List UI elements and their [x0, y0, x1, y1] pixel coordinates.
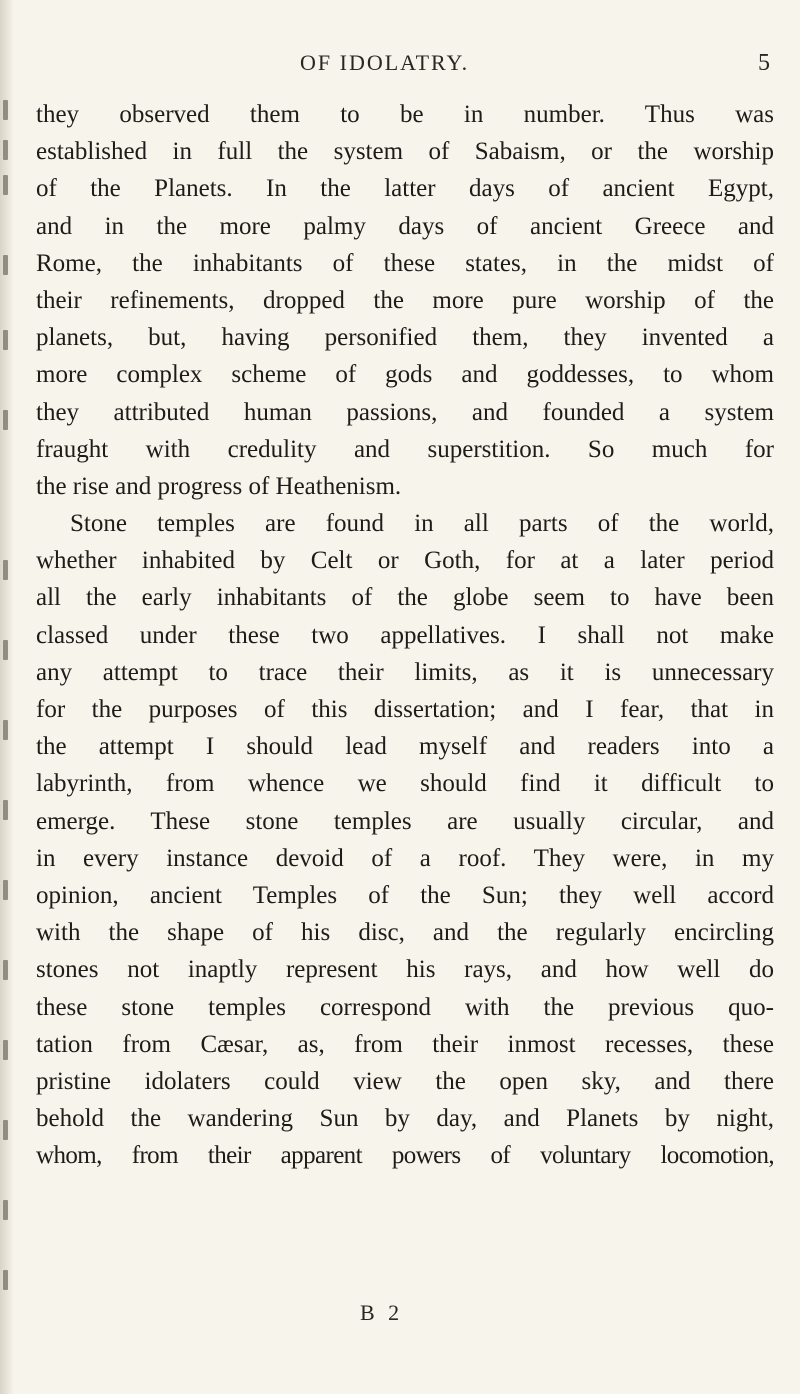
text-line: emerge. These stone temples are usually circular, and [36, 807, 774, 835]
gutter-mark [3, 410, 8, 430]
text-line: labyrinth, from whence we should find it difficult to [36, 770, 774, 798]
gutter-mark [3, 640, 8, 660]
text-line: the attempt I should lead myself and readers into a [36, 733, 774, 761]
text-line: pristine idolaters could view the open sky, and there [36, 1067, 774, 1095]
text-line: planets, but, having personified them, they invented a [36, 324, 774, 352]
text-line: with the shape of his disc, and the regularly encircling [36, 919, 774, 947]
text-line: tation from Cæsar, as, from their inmost recesses, these [36, 1030, 774, 1058]
text-line: they attributed human passions, and founded a system [36, 398, 774, 426]
text-line: stones not inaptly represent his rays, and how well do [36, 956, 774, 984]
running-head: OF IDOLATRY. [300, 50, 470, 75]
gutter-mark [3, 800, 8, 820]
gutter-mark [3, 100, 8, 120]
text-line: these stone temples correspond with the previous quo- [36, 993, 774, 1021]
body-text [36, 96, 774, 1174]
text-line: fraught with credulity and superstition. So much for [36, 435, 774, 463]
gutter-mark [3, 1120, 8, 1140]
text-line: in every instance devoid of a roof. They were, in my [36, 844, 774, 872]
binding-gutter [0, 0, 14, 1394]
text-line: of the Planets. In the latter days of ancient Egypt, [36, 175, 774, 203]
gutter-mark [3, 330, 8, 350]
text-line: behold the wandering Sun by day, and Planets by night, [36, 1105, 774, 1133]
text-line: for the purposes of this dissertation; and I fear, that in [36, 696, 774, 723]
text-line: more complex scheme of gods and goddesses, to whom [36, 361, 774, 389]
text-line: all the early inhabitants of the globe seem to have been [36, 584, 774, 612]
text-line: and in the more palmy days of ancient Greece and [36, 212, 774, 240]
gutter-mark [3, 255, 8, 275]
gutter-mark [3, 880, 8, 900]
text-line-paragraph-end: the rise and progress of Heathenism. [36, 472, 402, 500]
text-line: opinion, ancient Temples of the Sun; they well accord [36, 881, 774, 909]
text-line: classed under these two appellatives. I shall not make [36, 621, 774, 649]
gutter-mark [3, 1200, 8, 1220]
text-line-paragraph-start: Stone temples are found in all parts of the world, [70, 510, 774, 538]
text-line: their refinements, dropped the more pure worship of the [36, 286, 774, 314]
page-number: 5 [758, 50, 770, 76]
gutter-mark [3, 720, 8, 740]
text-line: whether inhabited by Celt or Goth, for at a later period [36, 547, 774, 575]
gutter-mark [3, 1040, 8, 1060]
gutter-mark [3, 140, 8, 160]
page-header [0, 50, 800, 86]
text-line: they observed them to be in number. Thus was [36, 101, 774, 128]
text-line: whom, from their apparent powers of voluntary locomotion, [36, 1142, 774, 1170]
gutter-mark [3, 560, 8, 580]
text-line: any attempt to trace their limits, as it is unnecessary [36, 658, 774, 686]
signature-mark: B 2 [360, 1300, 404, 1325]
text-line: established in full the system of Sabaism, or the worship [36, 138, 774, 166]
gutter-mark [3, 1270, 8, 1290]
gutter-mark [3, 960, 8, 980]
gutter-mark [3, 175, 8, 195]
text-line: Rome, the inhabitants of these states, in the midst of [36, 249, 774, 277]
